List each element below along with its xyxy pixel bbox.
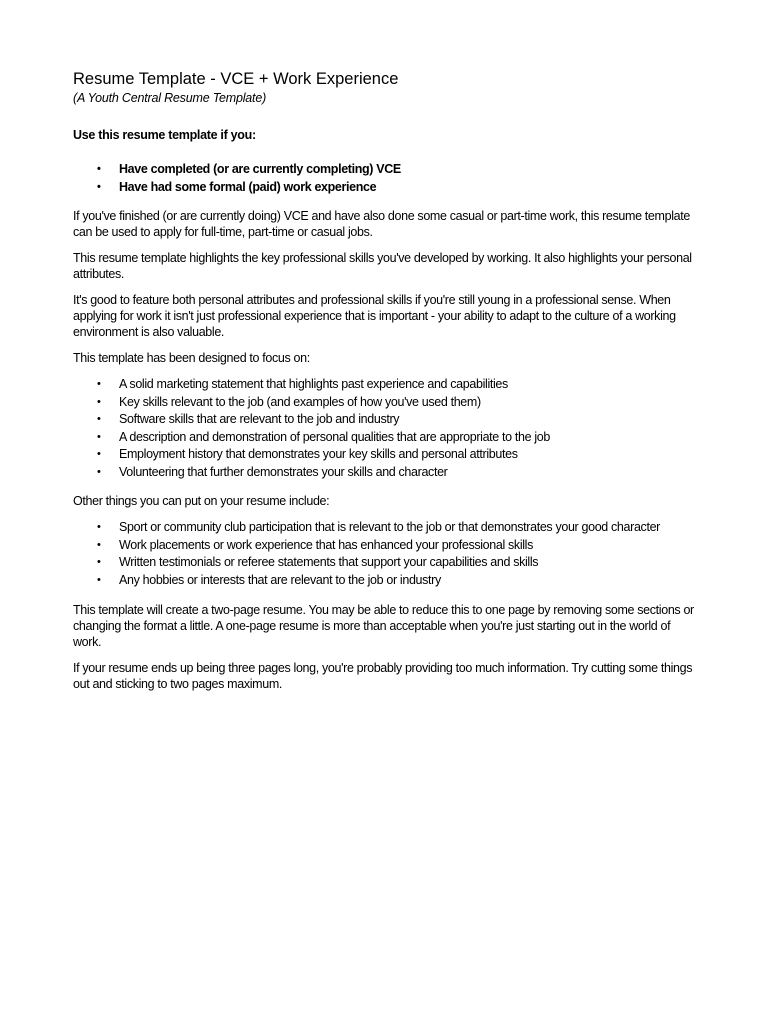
bullet-icon: • [97, 465, 101, 478]
list-item-text: Key skills relevant to the job (and examples of how you've used them) [119, 394, 481, 409]
paragraph: This resume template highlights the key professional skills you've developed by working. It also highlights your personal attributes. [73, 251, 692, 281]
bullet-icon: • [97, 413, 101, 425]
bullet-icon: • [97, 395, 101, 408]
document-body [73, 68, 695, 702]
bullet-icon: • [97, 556, 101, 568]
bullet-icon: • [97, 430, 101, 443]
list-item [73, 537, 695, 555]
bullet-icon: • [97, 521, 101, 533]
paragraph: It's good to feature both personal attributes and professional skills if you're still young in a professional sense. When applying for work it isn't just professional experience that is important - your ability to adapt to the culture of a working environment is also valuable. [73, 293, 676, 339]
list-item-text: A description and demonstration of personal qualities that are appropriate to the job [119, 429, 550, 444]
list-item [73, 446, 695, 464]
document-title: Resume Template - VCE + Work Experience [73, 70, 399, 88]
paragraph: If your resume ends up being three pages long, you're probably providing too much information. Try cutting some things out and sticking to two pages maximum. [73, 661, 693, 691]
bullet-icon: • [97, 538, 101, 551]
list-item-text: Work placements or work experience that has enhanced your professional skills [119, 537, 534, 552]
bullet-icon: • [97, 448, 101, 460]
bullet-icon: • [97, 163, 101, 175]
list-item-text: Any hobbies or interests that are relevant to the job or industry [119, 572, 441, 587]
use-if-list [73, 161, 695, 196]
list-item-text: Written testimonials or referee statements that support your capabilities and skills [119, 555, 539, 569]
list-item [73, 394, 695, 412]
list-item-text: A solid marketing statement that highlights past experience and capabilities [119, 377, 508, 391]
list-item [73, 519, 695, 537]
list-item-text: Have had some formal (paid) work experience [119, 179, 377, 194]
list-item [73, 429, 695, 447]
paragraph: This template has been designed to focus on: [73, 351, 310, 365]
list-item-text: Employment history that demonstrates your key skills and personal attributes [119, 447, 518, 461]
paragraph: Other things you can put on your resume include: [73, 494, 330, 508]
list-item [73, 464, 695, 482]
list-item [73, 376, 695, 394]
list-item-text: Software skills that are relevant to the job and industry [119, 412, 400, 426]
bullet-icon: • [97, 180, 101, 193]
document-subtitle: (A Youth Central Resume Template) [73, 91, 267, 105]
use-if-heading: Use this resume template if you: [73, 128, 256, 142]
list-item-text: Have completed (or are currently completing) VCE [119, 162, 401, 176]
paragraph: If you've finished (or are currently doing) VCE and have also done some casual or part-time work, this resume template can be used to apply for full-time, part-time or casual jobs. [73, 209, 690, 239]
focus-list [73, 376, 695, 481]
list-item [73, 161, 695, 179]
bullet-icon: • [97, 573, 101, 586]
list-item [73, 411, 695, 429]
list-item [73, 554, 695, 572]
list-item-text: Sport or community club participation that is relevant to the job or that demonstrates your good character [119, 520, 660, 534]
other-list [73, 519, 695, 589]
list-item [73, 572, 695, 590]
list-item-text: Volunteering that further demonstrates your skills and character [119, 464, 448, 479]
paragraph: This template will create a two-page resume. You may be able to reduce this to one page by removing some sections or changing the format a little. A one-page resume is more than acceptable when you're just starting out in the world of work. [73, 603, 694, 649]
bullet-icon: • [97, 378, 101, 390]
list-item [73, 179, 695, 197]
